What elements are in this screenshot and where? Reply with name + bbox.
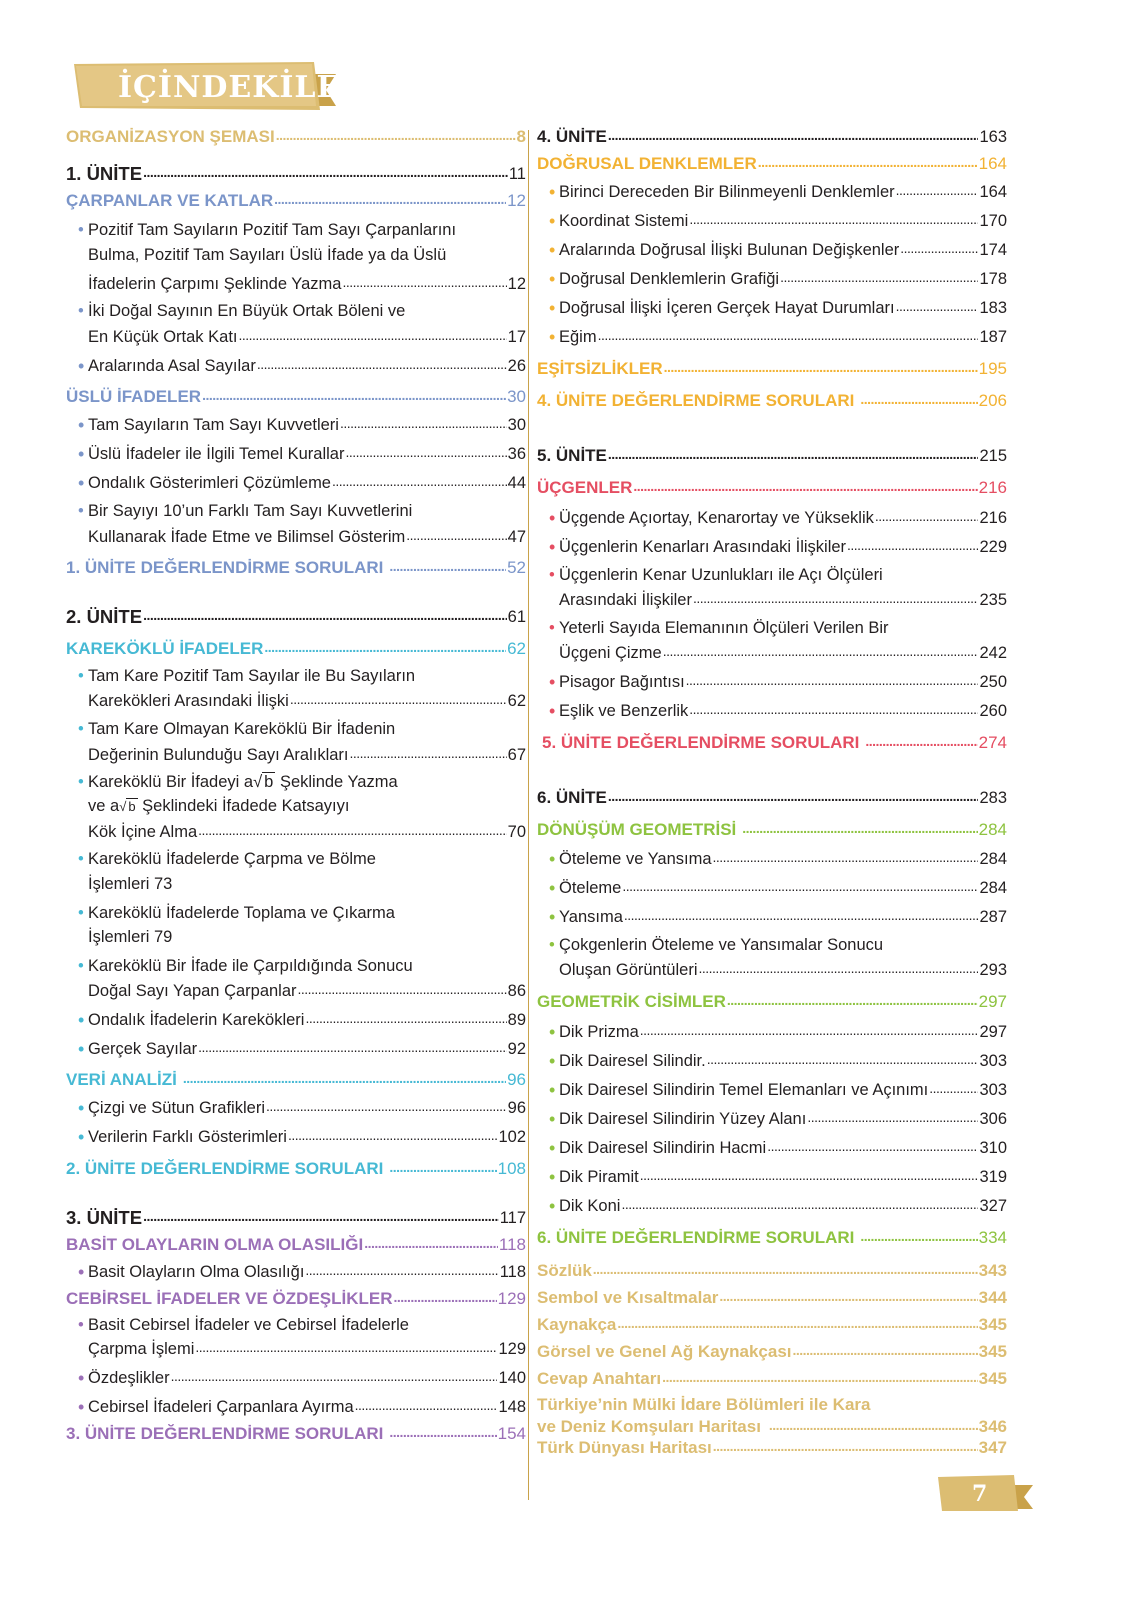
- toc-section-uslu[interactable]: ÜSLÜ İFADELER . . . 30: [66, 387, 526, 407]
- toc-subentry-cont: Oluşan Görüntüleri . . . 293: [537, 960, 1007, 980]
- toc-section-veri[interactable]: VERİ ANALİZİ . . . 96: [66, 1070, 526, 1090]
- toc-subentry[interactable]: • Üçgende Açıortay, Kenarortay ve Yükseklik . . . 216: [537, 508, 1007, 528]
- toc-subentry[interactable]: • Bir Sayıyı 10’un Farklı Tam Sayı Kuvvetlerini: [78, 502, 413, 520]
- sqrt-symbol: √ b: [253, 773, 274, 791]
- entry-page: 11: [508, 165, 526, 183]
- toc-subentry[interactable]: • Koordinat Sistemi . . . 170: [537, 211, 1007, 231]
- toc-subentry[interactable]: • Kareköklü Bir İfadeyi a√ b Şeklinde Yazma: [78, 773, 398, 791]
- toc-subentry[interactable]: • Basit Cebirsel İfadeler ve Cebirsel İfadelerle: [78, 1316, 409, 1334]
- toc-subentry[interactable]: • Birinci Dereceden Bir Bilinmeyenli Denklemler . . . 164: [537, 182, 1007, 202]
- toc-section-geometrik[interactable]: GEOMETRİK CİSİMLER . . . 297: [537, 992, 1007, 1012]
- toc-subentry[interactable]: • Kareköklü İfadelerde Toplama ve Çıkarma: [78, 904, 395, 922]
- toc-subentry[interactable]: • Ondalık Gösterimleri Çözümleme . . . 44: [66, 473, 526, 493]
- page-number: 7: [972, 1481, 988, 1507]
- toc-subentry[interactable]: • Tam Kare Pozitif Tam Sayılar ile Bu Sayıların: [78, 667, 416, 685]
- toc-backmatter-sembol[interactable]: Sembol ve Kısaltmalar . . . 344: [537, 1288, 1007, 1308]
- toc-subentry[interactable]: • Pisagor Bağıntısı . . . 250: [537, 672, 1007, 692]
- toc-subentry[interactable]: • Yansıma . . . 287: [537, 907, 1007, 927]
- toc-evaluation-2[interactable]: 2. ÜNİTE DEĞERLENDİRME SORULARI . . . 108: [66, 1159, 526, 1179]
- toc-backmatter-harita[interactable]: Türkiye’nin Mülki İdare Bölümleri ile Kara: [537, 1395, 871, 1414]
- toc-subentry[interactable]: • Gerçek Sayılar . . . 92: [66, 1039, 526, 1059]
- toc-subentry[interactable]: • Dik Dairesel Silindirin Hacmi . . . 310: [537, 1138, 1007, 1158]
- toc-section-karekoklu[interactable]: KAREKÖKLÜ İFADELER . . . 62: [66, 639, 526, 659]
- entry-label: ÇARPANLAR VE KATLAR: [66, 191, 274, 210]
- toc-evaluation-5[interactable]: 5. ÜNİTE DEĞERLENDİRME SORULARI . . . 274: [537, 733, 1007, 753]
- toc-backmatter-gorsel[interactable]: Görsel ve Genel Ağ Kaynakçası . . . 345: [537, 1342, 1007, 1362]
- toc-subentry-cont: Doğal Sayı Yapan Çarpanlar . . . 86: [66, 981, 526, 1001]
- toc-subentry[interactable]: • Basit Olayların Olma Olasılığı . . . 118: [66, 1262, 526, 1282]
- toc-backmatter-sozluk[interactable]: Sözlük . . . 343: [537, 1261, 1007, 1281]
- toc-entry-org[interactable]: [66, 127, 526, 147]
- toc-evaluation-4[interactable]: 4. ÜNİTE DEĞERLENDİRME SORULARI . . . 206: [537, 391, 1007, 411]
- toc-subentry[interactable]: • Tam Sayıların Tam Sayı Kuvvetleri . . . 30: [66, 415, 526, 435]
- toc-evaluation-3[interactable]: 3. ÜNİTE DEĞERLENDİRME SORULARI . . . 154: [66, 1424, 526, 1444]
- toc-subentry-cont: Üçgeni Çizme . . . 242: [537, 643, 1007, 663]
- toc-subentry-cont: İfadelerin Çarpımı Şeklinde Yazma . . . 12: [66, 274, 526, 294]
- toc-subentry[interactable]: • Öteleme ve Yansıma . . . 284: [537, 849, 1007, 869]
- page-title: İÇİNDEKİLER: [118, 70, 367, 105]
- toc-subentry[interactable]: • Kareköklü İfadelerde Çarpma ve Bölme: [78, 850, 376, 868]
- toc-subentry-cont: İşlemleri 73: [88, 875, 173, 893]
- toc-section-carpanlar[interactable]: [66, 191, 526, 211]
- toc-unit-2[interactable]: 2. ÜNİTE . . . 61: [66, 607, 526, 627]
- toc-section-esitsizlikler[interactable]: EŞİTSİZLİKLER . . . 195: [537, 359, 1007, 379]
- toc-unit-5[interactable]: 5. ÜNİTE . . . 215: [537, 446, 1007, 466]
- toc-subentry[interactable]: • Aralarında Doğrusal İlişki Bulunan Değişkenler . . . 174: [537, 240, 1007, 260]
- toc-section-donusum[interactable]: DÖNÜŞÜM GEOMETRİSİ . . . 284: [537, 820, 1007, 840]
- toc-backmatter-kaynakca[interactable]: Kaynakça . . . 345: [537, 1315, 1007, 1335]
- toc-evaluation-1[interactable]: 1. ÜNİTE DEĞERLENDİRME SORULARI . . . 52: [66, 558, 526, 578]
- column-divider: [528, 130, 529, 1500]
- toc-subentry[interactable]: • İki Doğal Sayının En Büyük Ortak Böleni ve: [78, 302, 406, 320]
- toc-subentry[interactable]: • Tam Kare Olmayan Kareköklü Bir İfadenin: [78, 720, 396, 738]
- toc-backmatter-cevap[interactable]: Cevap Anahtarı . . . 345: [537, 1369, 1007, 1389]
- entry-page: 12: [507, 191, 526, 210]
- toc-subentry-cont: Kök İçine Alma . . . 70: [66, 822, 526, 842]
- toc-subentry-cont: Arasındaki İlişkiler . . . 235: [537, 590, 1007, 610]
- toc-subentry[interactable]: • Özdeşlikler . . . 140: [66, 1368, 526, 1388]
- toc-subentry-cont: En Küçük Ortak Katı . . . 17: [66, 327, 526, 347]
- toc-unit-6[interactable]: 6. ÜNİTE . . . 283: [537, 788, 1007, 808]
- toc-subentry[interactable]: • Doğrusal Denklemlerin Grafiği . . . 178: [537, 269, 1007, 289]
- toc-subentry[interactable]: • Üslü İfadeler ile İlgili Temel Kurallar . . . 36: [66, 444, 526, 464]
- toc-subentry[interactable]: • Ondalık İfadelerin Karekökleri . . . 89: [66, 1010, 526, 1030]
- sqrt-symbol: √ b: [119, 799, 136, 814]
- toc-subentry[interactable]: • Öteleme . . . 284: [537, 878, 1007, 898]
- toc-subentry-cont: İşlemleri 79: [88, 928, 173, 946]
- toc-subentry[interactable]: • Eşlik ve Benzerlik . . . 260: [537, 701, 1007, 721]
- entry-page: 8: [516, 127, 526, 146]
- toc-subentry[interactable]: • Üçgenlerin Kenarları Arasındaki İlişkiler . . . 229: [537, 537, 1007, 557]
- toc-subentry[interactable]: • Doğrusal İlişki İçeren Gerçek Hayat Durumları . . . 183: [537, 298, 1007, 318]
- toc-subentry[interactable]: • Cebirsel İfadeleri Çarpanlara Ayırma . . . 148: [66, 1397, 526, 1417]
- toc-subentry[interactable]: • Dik Prizma . . . 297: [537, 1022, 1007, 1042]
- toc-subentry[interactable]: • Dik Dairesel Silindir. . . . 303: [537, 1051, 1007, 1071]
- toc-subentry-cont: Bulma, Pozitif Tam Sayıları Üslü İfade ya da Üslü: [88, 246, 447, 264]
- toc-subentry[interactable]: • Dik Piramit . . . 319: [537, 1167, 1007, 1187]
- toc-subentry[interactable]: • Pozitif Tam Sayıların Pozitif Tam Sayı Çarpanlarını: [78, 221, 457, 239]
- toc-unit-3[interactable]: 3. ÜNİTE . . . 117: [66, 1208, 526, 1228]
- toc-subentry[interactable]: • Çokgenlerin Öteleme ve Yansımalar Sonucu: [549, 936, 884, 954]
- toc-subentry[interactable]: • Eğim . . . 187: [537, 327, 1007, 347]
- toc-subentry[interactable]: • Kareköklü Bir İfade ile Çarpıldığında Sonucu: [78, 957, 413, 975]
- toc-subentry[interactable]: • Dik Dairesel Silindirin Temel Elemanları ve Açınımı . . . 303: [537, 1080, 1007, 1100]
- entry-label: 1. ÜNİTE: [66, 163, 143, 184]
- toc-backmatter-harita-cont: ve Deniz Komşuları Haritası . . . 346: [537, 1417, 1007, 1437]
- toc-evaluation-6[interactable]: 6. ÜNİTE DEĞERLENDİRME SORULARI . . . 334: [537, 1228, 1007, 1248]
- toc-subentry[interactable]: • Verilerin Farklı Gösterimleri . . . 102: [66, 1127, 526, 1147]
- toc-section-dogrusal[interactable]: DOĞRUSAL DENKLEMLER . . . 164: [537, 154, 1007, 174]
- toc-subentry-cont: Çarpma İşlemi . . . 129: [66, 1339, 526, 1359]
- toc-unit-1[interactable]: [66, 164, 526, 184]
- toc-subentry[interactable]: • Çizgi ve Sütun Grafikleri . . . 96: [66, 1098, 526, 1118]
- entry-label: ORGANİZASYON ŞEMASI: [66, 127, 275, 146]
- toc-subentry[interactable]: • Dik Dairesel Silindirin Yüzey Alanı . . . 306: [537, 1109, 1007, 1129]
- toc-subentry-cont: Kullanarak İfade Etme ve Bilimsel Gösterim . . . 47: [66, 527, 526, 547]
- toc-backmatter-turk-dunyasi[interactable]: Türk Dünyası Haritası . . . 347: [537, 1438, 1007, 1458]
- toc-subentry[interactable]: • Yeterli Sayıda Elemanının Ölçüleri Verilen Bir: [549, 619, 889, 637]
- toc-subentry-cont: Değerinin Bulunduğu Sayı Aralıkları . . . 67: [66, 745, 526, 765]
- toc-subentry[interactable]: • Üçgenlerin Kenar Uzunlukları ile Açı Ölçüleri: [549, 566, 883, 584]
- toc-section-cebirsel[interactable]: CEBİRSEL İFADELER VE ÖZDEŞLİKLER . . . 129: [66, 1289, 526, 1309]
- toc-unit-4[interactable]: 4. ÜNİTE . . . 163: [537, 127, 1007, 147]
- toc-subentry-cont: Karekökleri Arasındaki İlişki . . . 62: [66, 691, 526, 711]
- toc-section-olasilik[interactable]: BASİT OLAYLARIN OLMA OLASILIĞI . . . 118: [66, 1235, 526, 1255]
- toc-subentry[interactable]: • Aralarında Asal Sayılar . . . 26: [66, 356, 526, 376]
- toc-subentry[interactable]: • Dik Koni . . . 327: [537, 1196, 1007, 1216]
- toc-subentry-cont: ve a√ b Şeklindeki İfadede Katsayıyı: [88, 797, 350, 815]
- toc-section-ucgenler[interactable]: ÜÇGENLER . . . 216: [537, 478, 1007, 498]
